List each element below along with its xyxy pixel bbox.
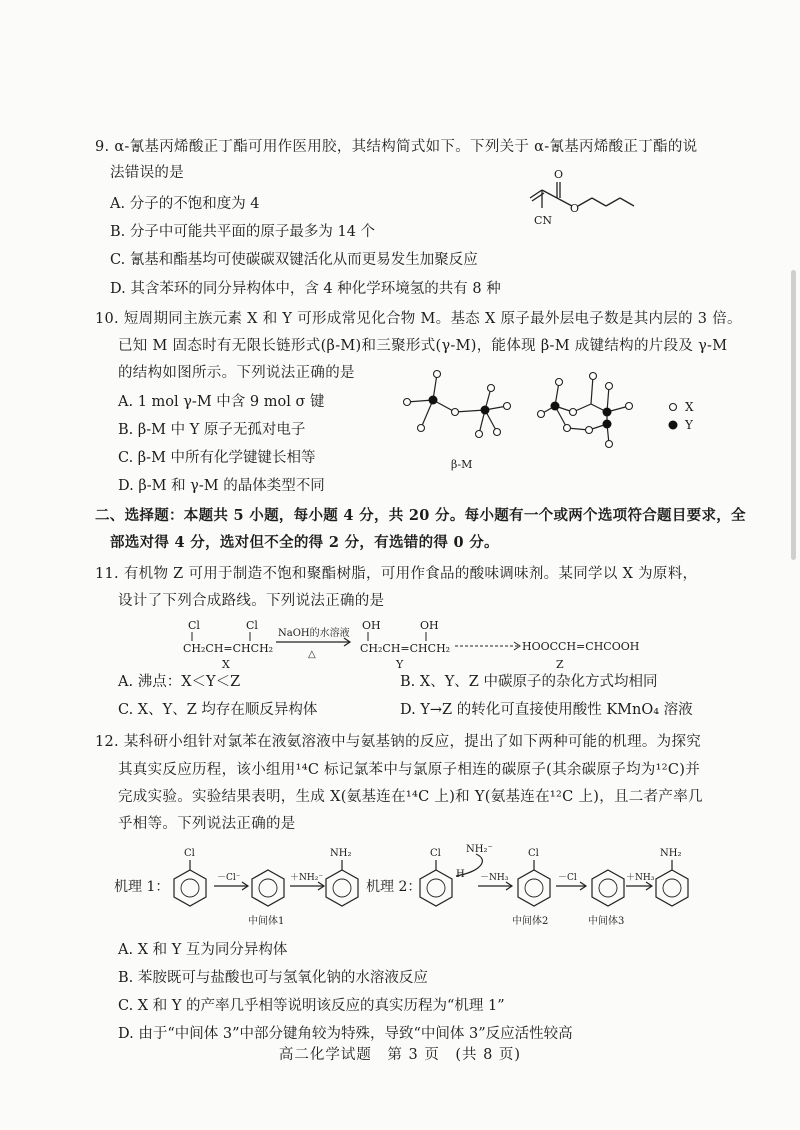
q9-stem-line2: 法错误的是: [110, 165, 184, 181]
q12-intermediate2: 中间体2: [512, 916, 549, 927]
q10-stem-line1: 10. 短周期同主族元素 X 和 Y 可形成常见化合物 M。基态 X 原子最外层电子数是其内层的 3 倍。: [95, 311, 742, 327]
q12-m1-step1: －Cl⁻: [217, 873, 241, 883]
q12-m2-product-nh2: NH₂: [660, 848, 682, 859]
q9-option-b: B. 分子中可能共平面的原子最多为 14 个: [110, 224, 376, 240]
q12-intermediate3: 中间体3: [588, 916, 625, 927]
q10-legend-x: X: [685, 400, 694, 414]
q11-z-label: Z: [556, 658, 564, 671]
q11-heat-symbol: △: [308, 649, 316, 660]
q9-option-c: C. 氰基和酯基均可使碳碳双键活化从而更易发生加聚反应: [110, 252, 478, 268]
q11-stem-line1: 11. 有机物 Z 可用于制造不饱和聚酯树脂，可用作食品的酸味调味剂。某同学以 X 为原料，: [95, 566, 698, 582]
q11-option-c: C. X、Y、Z 均存在顺反异构体: [118, 702, 318, 718]
q10-legend-y: Y: [685, 418, 693, 432]
q11-x-substituent1: Cl: [188, 619, 200, 632]
section2-header-line1: 二、选择题：本题共 5 小题，每小题 4 分，共 20 分。每小题有一个或两个选项符合题目要求，全: [95, 507, 746, 524]
q9-struct-cn-label: CN: [534, 214, 553, 227]
q12-m2-step2: －Cl: [558, 873, 577, 883]
q11-option-a: A. 沸点：X＜Y＜Z: [118, 674, 241, 690]
q9-struct-ester-oxygen: O: [570, 202, 580, 215]
q12-stem-line4: 乎相等。下列说法正确的是: [118, 816, 296, 832]
q9-structure-figure: [520, 168, 680, 230]
q11-x-chain: CH₂CH=CHCH₂: [183, 642, 274, 655]
section2-header-line2: 部选对得 4 分，选对但不全的得 2 分，有选错的得 0 分。: [110, 534, 499, 551]
q12-m2-hydrogen: H: [456, 869, 465, 880]
q11-reagent: NaOH的水溶液: [278, 628, 350, 639]
q12-m1-step2: ＋NH₂⁻: [290, 873, 324, 883]
q10-option-d: D. β-M 和 γ-M 的晶体类型不同: [118, 478, 325, 494]
q11-y-substituent2: OH: [420, 619, 439, 632]
q9-option-d: D. 其含苯环的同分异构体中，含 4 种化学环境氢的共有 8 种: [110, 281, 501, 297]
q12-m1-product-nh2: NH₂: [330, 848, 352, 859]
q10-figure-label: β-M: [451, 458, 473, 471]
q12-m2-step3: ＋NH₃: [626, 873, 655, 883]
q12-m2-chlorine2: Cl: [528, 848, 539, 859]
q10-option-a: A. 1 mol γ-M 中含 9 mol σ 键: [118, 394, 325, 410]
q12-option-c: C. X 和 Y 的产率几乎相等说明该反应的真实历程为“机理 1”: [118, 998, 505, 1014]
q12-mechanism1-label: 机理 1：: [114, 879, 170, 895]
q9-stem-line1: 9. α-氰基丙烯酸正丁酯可用作医用胶，其结构简式如下。下列关于 α-氰基丙烯酸正丁酯的说: [95, 139, 698, 155]
q11-option-b: B. X、Y、Z 中碳原子的杂化方式均相同: [400, 674, 658, 690]
q9-option-a: A. 分子的不饱和度为 4: [110, 196, 260, 212]
q11-x-label: X: [222, 658, 230, 671]
q11-option-d: D. Y→Z 的转化可直接使用酸性 KMnO₄ 溶液: [400, 702, 693, 718]
q10-stem-line3: 的结构如图所示。下列说法正确的是: [118, 365, 355, 381]
q12-intermediate1: 中间体1: [248, 916, 285, 927]
q10-option-c: C. β-M 中所有化学键键长相等: [118, 450, 316, 466]
q12-stem-line3: 完成实验。实验结果表明，生成 X(氨基连在¹⁴C 上)和 Y(氨基连在¹²C 上)，且二者产率几: [118, 789, 703, 805]
q9-struct-oxygen-label: O: [554, 168, 564, 181]
q12-option-d: D. 由于“中间体 3”中部分键角较为特殊，导致“中间体 3”反应活性较高: [118, 1026, 573, 1042]
q11-y-label: Y: [396, 658, 404, 671]
q11-x-substituent2: Cl: [246, 619, 258, 632]
q12-stem-line2: 其真实反应历程，该小组用¹⁴C 标记氯苯中与氯原子相连的碳原子(其余碳原子均为¹²C)并: [118, 762, 701, 778]
q10-structure-figure: [395, 362, 715, 474]
q12-option-b: B. 苯胺既可与盐酸也可与氢氧化钠的水溶液反应: [118, 970, 428, 986]
scrollbar[interactable]: [791, 270, 796, 560]
q12-m2-chlorine: Cl: [430, 848, 441, 859]
q12-stem-line1: 12. 某科研小组针对氯苯在液氨溶液中与氨基钠的反应，提出了如下两种可能的机理。为探究: [95, 734, 702, 750]
q12-mechanism2-label: 机理 2：: [366, 879, 422, 895]
q11-y-substituent1: OH: [362, 619, 381, 632]
q11-z-formula: HOOCCH=CHCOOH: [522, 640, 640, 653]
page-footer: 高二化学试题 第 3 页 (共 8 页): [278, 1047, 522, 1063]
q12-mechanism-figure: [110, 840, 710, 932]
q12-option-a: A. X 和 Y 互为同分异构体: [118, 942, 288, 958]
q11-y-chain: CH₂CH=CHCH₂: [360, 642, 451, 655]
q12-m1-chlorine: Cl: [184, 848, 195, 859]
q12-m2-step1: －NH₃: [480, 873, 509, 883]
q10-option-b: B. β-M 中 Y 原子无孤对电子: [118, 422, 306, 438]
q10-stem-line2: 已知 M 固态时有无限长链形式(β-M)和三聚形式(γ-M)，能体现 β-M 成键结构的片段及 γ-M: [118, 338, 728, 354]
q12-m2-amide: NH₂⁻: [466, 844, 493, 855]
q11-synthesis-route: [180, 616, 640, 674]
q11-stem-line2: 设计了下列合成路线。下列说法正确的是: [118, 593, 385, 609]
